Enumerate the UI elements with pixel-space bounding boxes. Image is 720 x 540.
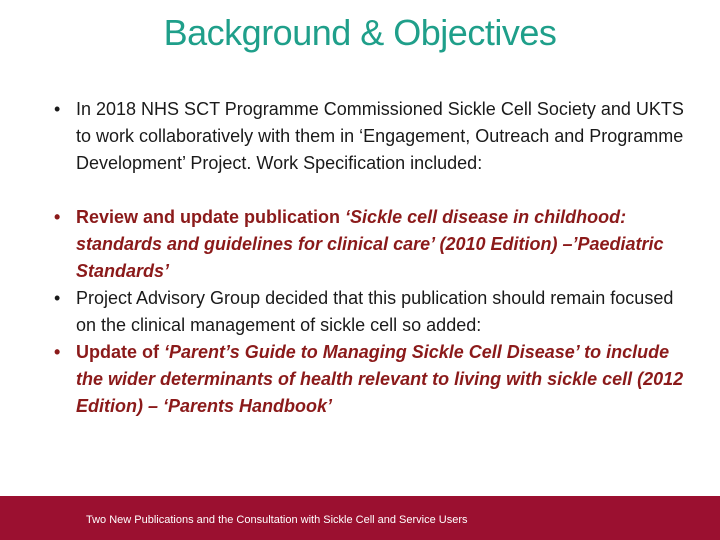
bullet-item-2 [54,204,694,285]
bullet-text-italic: ‘Sickle cell disease in childhood: standards and guidelines for clinical care’ (2010 Edition) –’Paediatric Standards’ [76,207,664,281]
bullet-item-3 [54,285,694,339]
bullet-item-1 [54,96,694,177]
bullet-dot: • [54,207,61,227]
bullet-list [54,96,694,420]
slide-title: Background & Objectives [163,12,557,53]
bullet-text-italic: ‘Parent’s Guide to Managing Sickle Cell Disease’ to include the wider determinants of health relevant to living with sickle cell (2012 Edition) – ‘Parents Handbook’ [76,342,684,416]
bullet-dot: • [54,288,61,308]
bullet-text-prefix: Review and update publication [76,207,346,227]
bullet-text-prefix: Update of [76,342,164,362]
bullet-text: In 2018 NHS SCT Programme Commissioned Sickle Cell Society and UKTS to work collaboratively with them in ‘Engagement, Outreach and Programme Development’ Project. Work Specification included: [76,99,684,173]
bullet-text: Project Advisory Group decided that this publication should remain focused on the clinical management of sickle cell so added: [76,288,674,335]
bullet-dot: • [54,99,61,119]
footer-text: Two New Publications and the Consultation with Sickle Cell and Service Users [86,514,468,526]
bullet-dot: • [54,342,61,362]
footer-bar [0,496,720,540]
bullet-item-4 [54,339,694,420]
